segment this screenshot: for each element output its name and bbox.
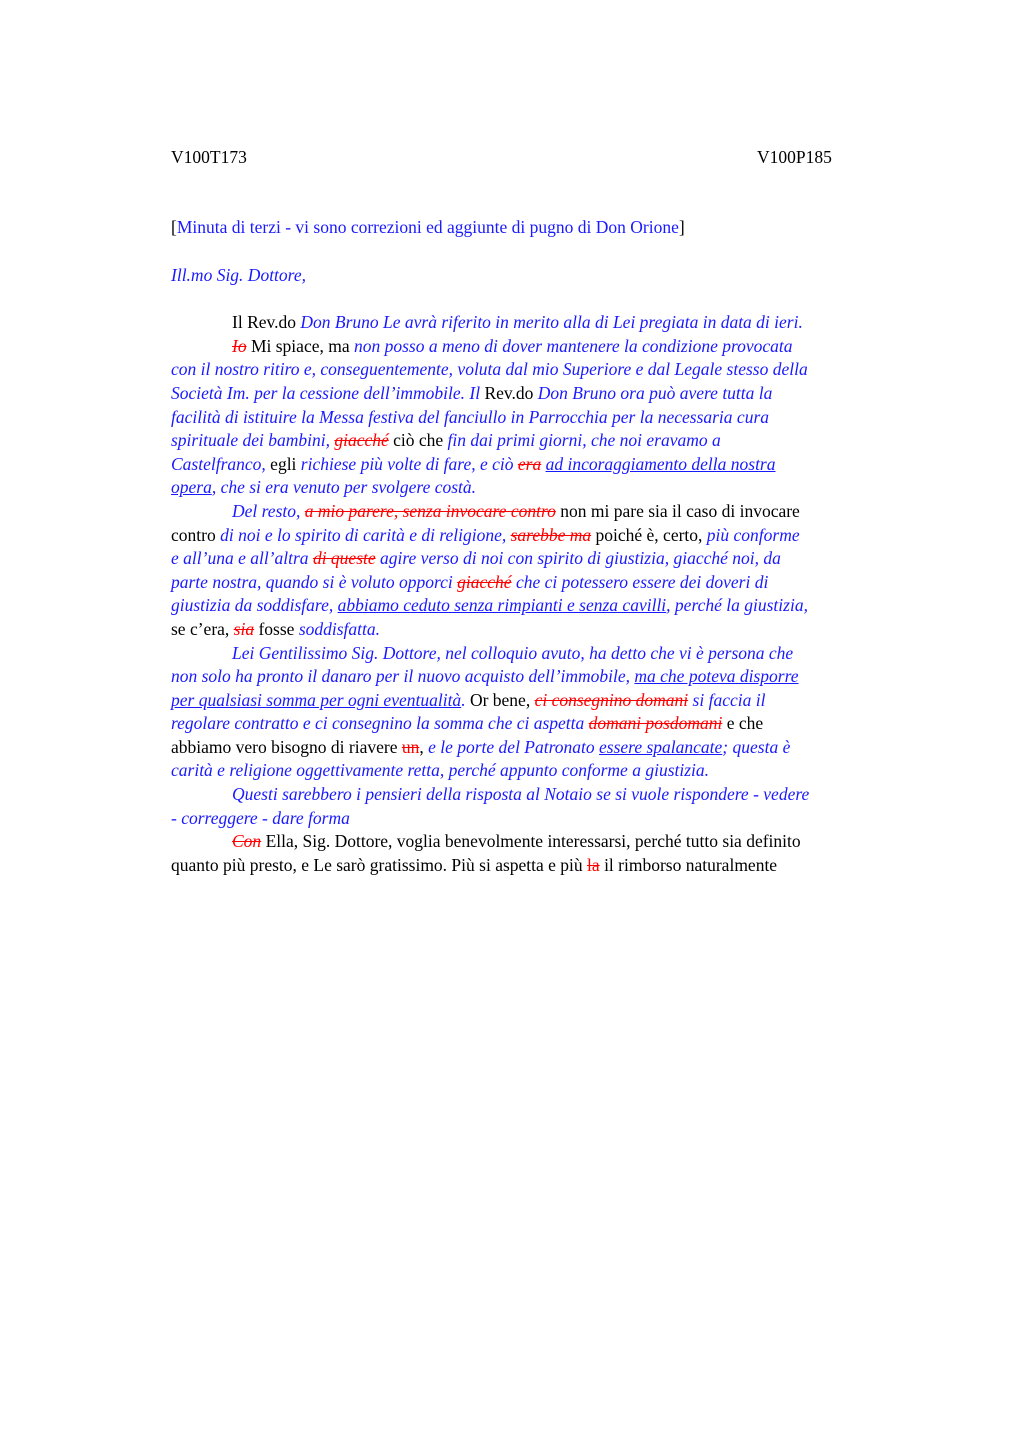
intro-text: Minuta di terzi - vi sono correzioni ed aggiunte di pugno di Don Orione <box>176 217 679 237</box>
text-line: Castelfranco, egli richiese più volte di fare, e ciò era ad incoraggiamento della nostra <box>171 453 776 474</box>
text-line: Del resto, a mio parere, senza invocare contro non mi pare sia il caso di invocare <box>232 500 800 521</box>
text-line: - correggere - dare forma <box>171 807 350 828</box>
deleted-text: ci consegnino domani <box>534 689 689 710</box>
text-line: Lei Gentilissimo Sig. Dottore, nel colloquio avuto, ha detto che vi è persona che <box>232 642 794 663</box>
paragraph-5 <box>171 830 927 877</box>
text-line: parte nostra, quando si è voluto opporci giacché che ci potessero essere dei doveri di <box>171 571 769 592</box>
text-line: Io Mi spiace, ma non posso a meno di dover mantenere la condizione provocata <box>232 335 793 356</box>
underlined-text: ma che poteva disporre <box>634 666 799 687</box>
text-line: non solo ha pronto il danaro per il nuovo acquisto dell’immobile, ma che poteva disporre <box>171 666 799 687</box>
deleted-text: sia <box>233 618 255 639</box>
deleted-text: di queste <box>312 548 376 569</box>
text-line: e all’una e all’altra di queste agire verso di noi con spirito di giustizia, giacché noi, da <box>171 548 781 569</box>
intro-note: [Minuta di terzi - vi sono correzioni ed aggiunte di pugno di Don Orione] <box>171 217 685 237</box>
paragraph-1 <box>171 311 927 500</box>
deleted-text: Con <box>232 831 262 852</box>
deleted-text: sarebbe ma <box>510 524 592 545</box>
text-line: per qualsiasi somma per ogni eventualità. Or bene, ci consegnino domani si faccia il <box>171 689 766 710</box>
underlined-text: abbiamo ceduto senza rimpianti e senza cavilli <box>337 595 667 616</box>
text-line: con il nostro ritiro e, conseguentemente, voluta dal mio Superiore e dal Legale stesso della <box>171 359 808 380</box>
deleted-text: giacché <box>457 571 512 592</box>
text-line: Questi sarebbero i pensieri della risposta al Notaio se si vuole rispondere - vedere <box>232 784 810 805</box>
text-line: Con Ella, Sig. Dottore, voglia benevolmente interessarsi, perché tutto sia definito <box>232 831 801 852</box>
deleted-text: a mio parere, senza invocare contro <box>304 500 556 521</box>
paragraph-4 <box>171 783 927 830</box>
salutation: Ill.mo Sig. Dottore, <box>171 264 306 285</box>
text-line: facilità di istituire la Messa festiva del fanciullo in Parrocchia per la necessaria cura <box>171 406 769 427</box>
text-line: spirituale dei bambini, giacché ciò che fin dai primi giorni, che noi eravamo a <box>171 430 721 451</box>
deleted-text: giacché <box>334 430 389 451</box>
text-line: opera, che si era venuto per svolgere costà. <box>171 477 477 498</box>
text-line: Il Rev.do Don Bruno Le avrà riferito in merito alla di Lei pregiata in data di ieri. <box>232 312 803 333</box>
deleted-text: domani posdomani <box>588 713 723 734</box>
deleted-text: un <box>401 736 420 757</box>
underlined-text: opera <box>171 477 212 498</box>
text-line: giustizia da soddisfare, abbiamo ceduto senza rimpianti e senza cavilli, perché la giustizia, <box>171 595 808 616</box>
paragraph-2 <box>171 500 927 642</box>
deleted-text: la <box>587 854 600 875</box>
text-line: se c’era, sia fosse soddisfatta. <box>171 618 381 639</box>
letter-body <box>171 216 927 877</box>
header-right-code: V100P185 <box>757 147 832 167</box>
deleted-text: Io <box>232 335 247 356</box>
paragraph-3 <box>171 642 927 784</box>
text-line: regolare contratto e ci consegnino la somma che ci aspetta domani posdomani e che <box>171 713 764 734</box>
text-line: contro di noi e lo spirito di carità e di religione, sarebbe ma poiché è, certo, più conforme <box>171 524 800 545</box>
deleted-text: era <box>517 453 542 474</box>
text-line: carità e religione oggettivamente retta, perché appunto conforme a giustizia. <box>171 760 710 781</box>
text-line: quanto più presto, e Le sarò gratissimo. Più si aspetta e più la il rimborso naturalmente <box>171 854 778 875</box>
text-line: Società Im. per la cessione dell’immobile. Il Rev.do Don Bruno ora può avere tutta la <box>171 382 773 403</box>
text-line: abbiamo vero bisogno di riavere un, e le porte del Patronato essere spalancate; questa è <box>171 736 791 757</box>
underlined-text: essere spalancate <box>599 736 723 757</box>
underlined-text: ad incoraggiamento della nostra <box>545 453 776 474</box>
underlined-text: per qualsiasi somma per ogni eventualità <box>171 689 462 710</box>
header-left-code: V100T173 <box>171 147 247 167</box>
